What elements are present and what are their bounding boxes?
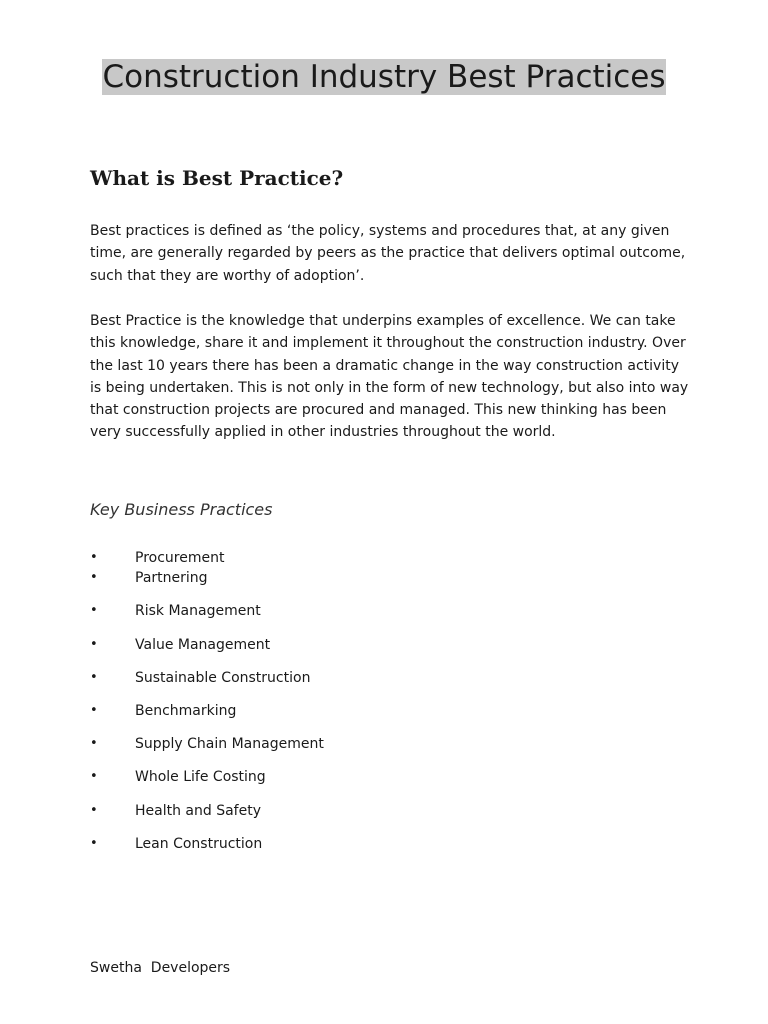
- bullet-icon: •: [90, 603, 98, 618]
- list-item-label: Health and Safety: [135, 803, 261, 819]
- bullet-icon: •: [90, 670, 98, 685]
- bullet-icon: •: [90, 769, 98, 784]
- list-item-label: Lean Construction: [135, 836, 263, 852]
- page-footer: Swetha Developers: [90, 960, 231, 976]
- list-item-label: Value Management: [135, 637, 271, 653]
- description-paragraph: Best Practice is the knowledge that underpins examples of excellence. We can take this knowledge, share it and implement it throughout the construction industry. Over the last 10 years there has been a dramatic change in the way construction activity is being undertaken. This is not only in the form of new technology, but also into way that construction projects are procured and managed. This new thinking has been very successfully applied in other industries throughout the world.: [90, 313, 689, 441]
- definition-paragraph: Best practices is defined as ‘the policy, systems and procedures that, at any given time, are generally regarded by peers as the practice that delivers optimal outcome, such that they are worthy of adoption’.: [90, 223, 686, 284]
- key-practices-subheading: Key Business Practices: [90, 500, 273, 519]
- list-item-label: Benchmarking: [135, 703, 237, 719]
- list-item-label: Sustainable Construction: [135, 670, 311, 686]
- bullet-icon: •: [90, 637, 98, 652]
- bullet-icon: •: [90, 803, 98, 818]
- list-item-label: Supply Chain Management: [135, 736, 324, 752]
- bullet-icon: •: [90, 703, 98, 718]
- list-item-label: Whole Life Costing: [135, 769, 266, 785]
- list-item-label: Partnering: [135, 570, 208, 586]
- bullet-icon: •: [90, 570, 98, 585]
- document-title-text: Construction Industry Best Practices: [102, 59, 666, 95]
- list-item-label: Risk Management: [135, 603, 261, 619]
- document-title: [0, 58, 768, 97]
- section-heading: What is Best Practice?: [90, 166, 344, 190]
- bullet-icon: •: [90, 736, 98, 751]
- list-item-label: Procurement: [135, 550, 225, 566]
- bullet-icon: •: [90, 836, 98, 851]
- bullet-icon: •: [90, 550, 98, 565]
